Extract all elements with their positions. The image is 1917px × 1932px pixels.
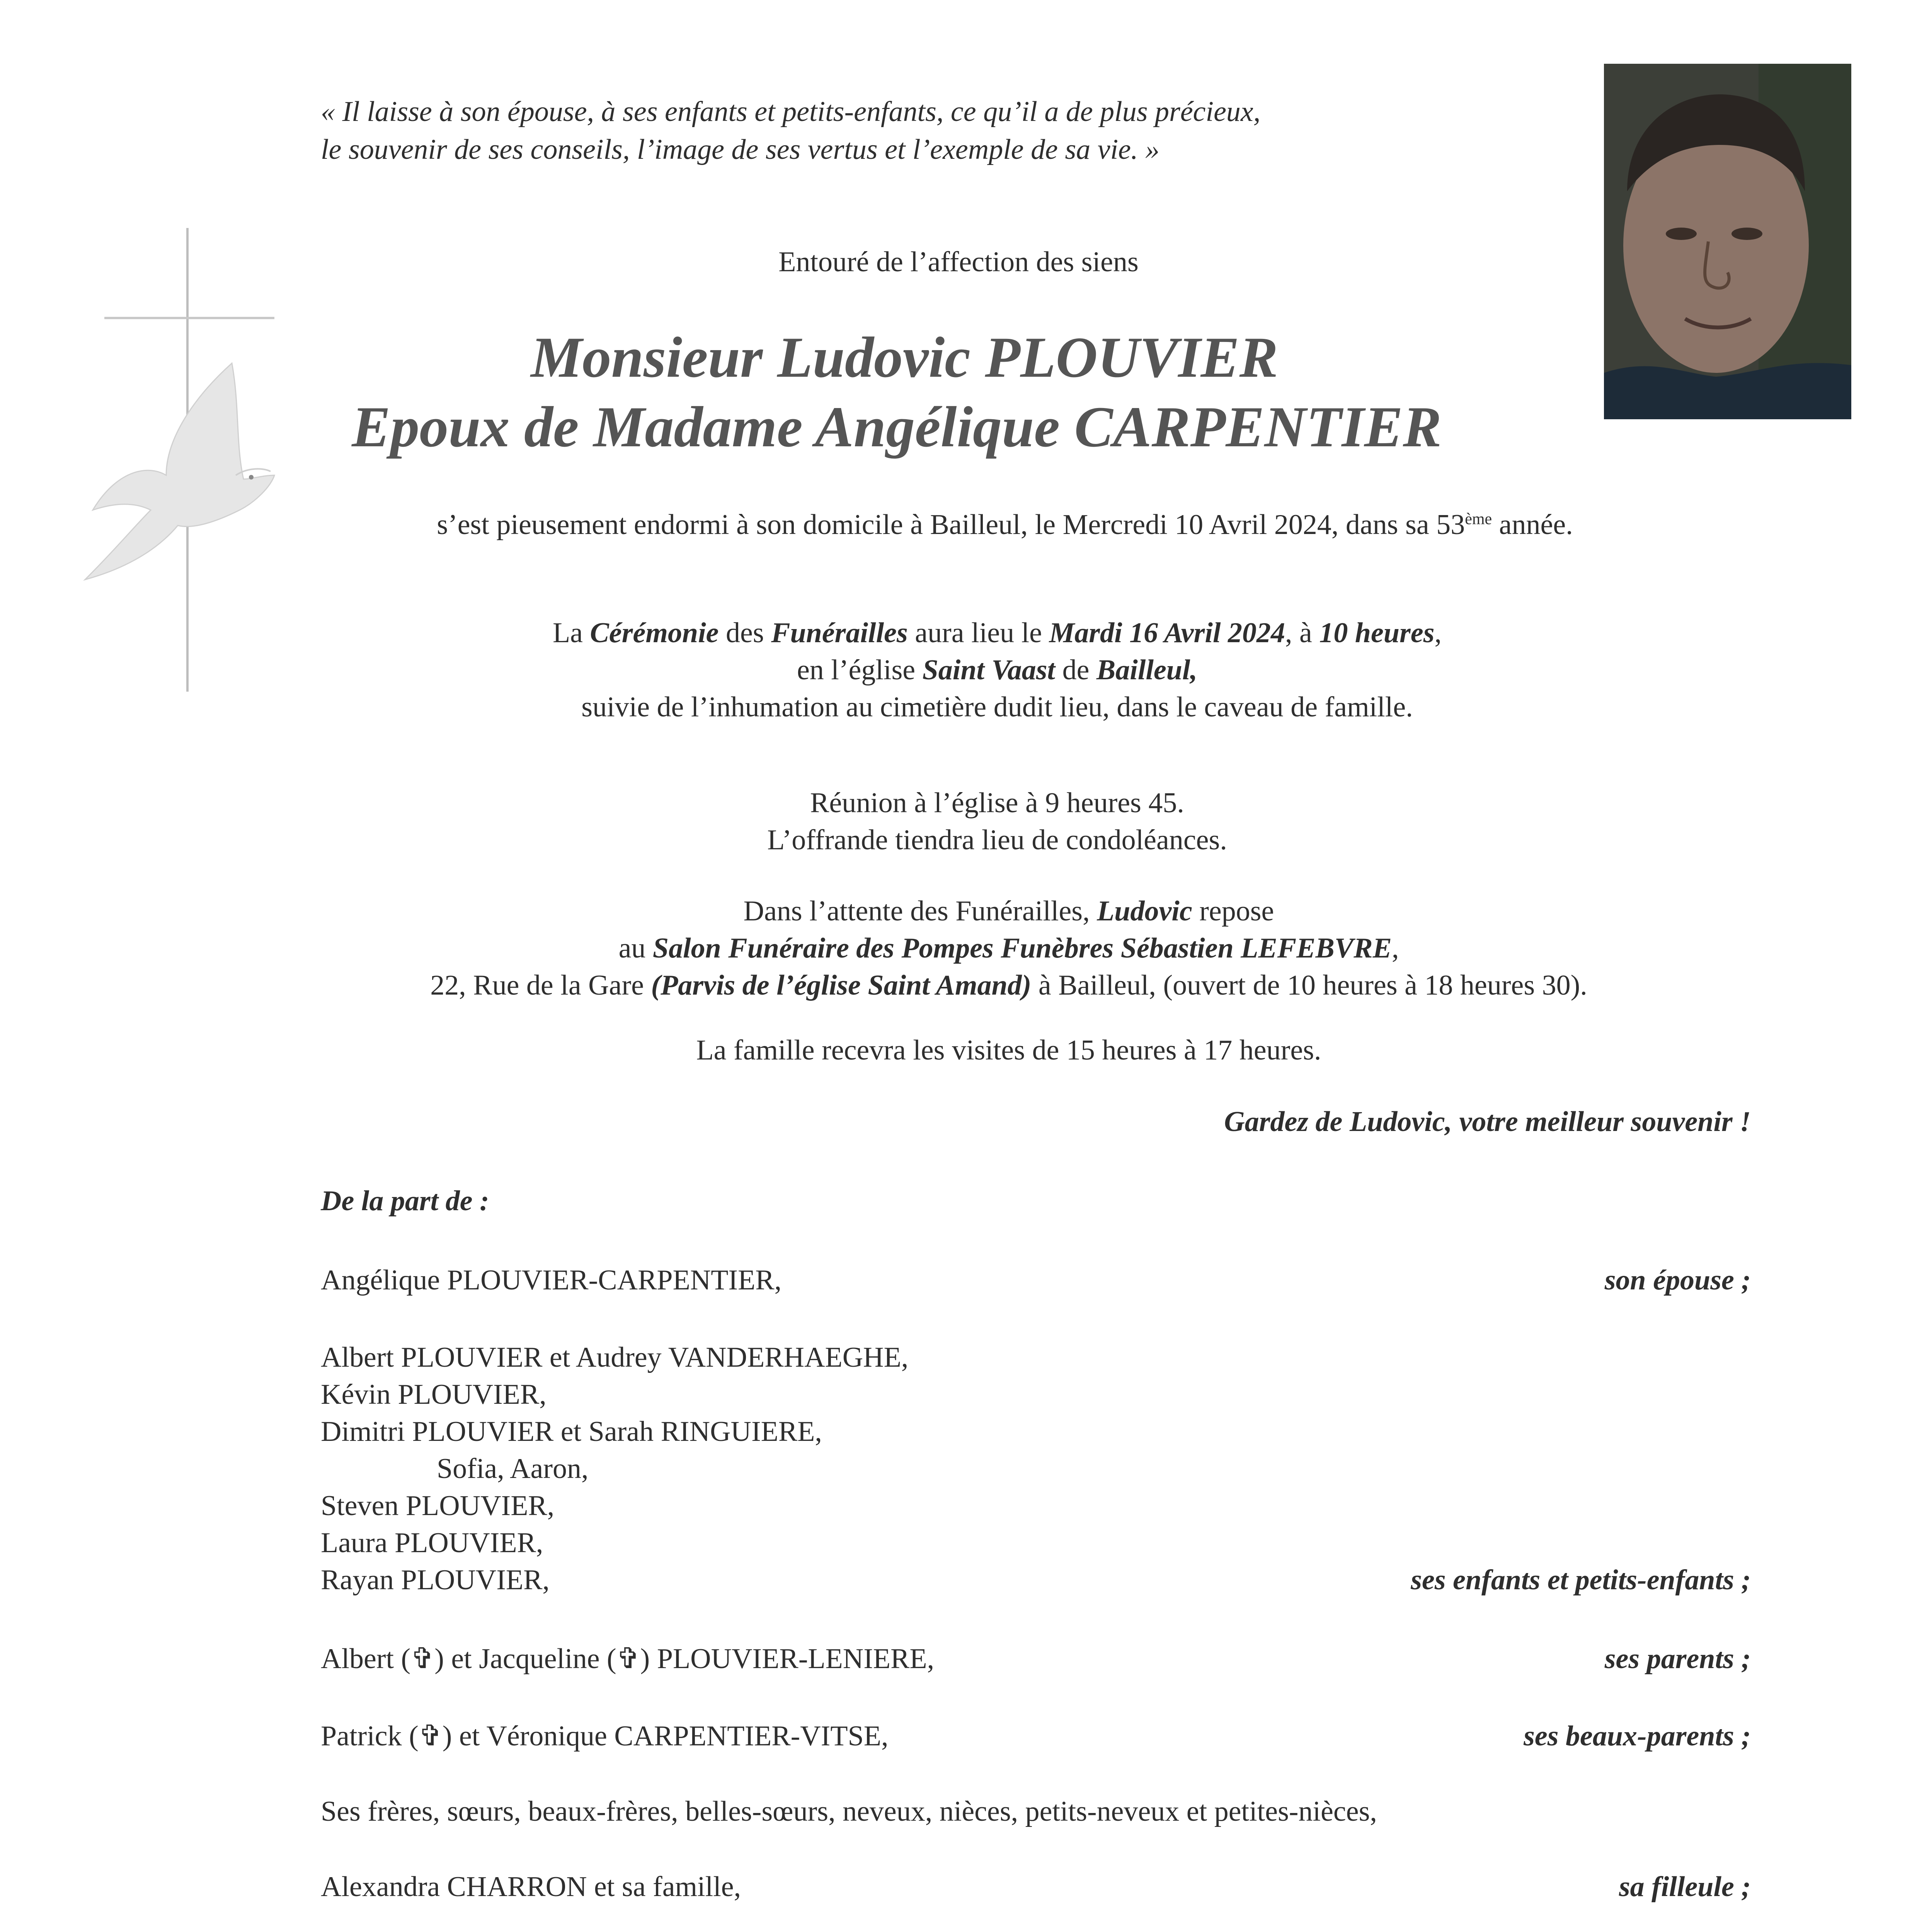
rest-line-2 [50, 930, 1917, 967]
meeting-line-1: Réunion à l’église à 9 heures 45. [810, 787, 1184, 819]
deceased-name: Monsieur Ludovic PLOUVIER [531, 325, 1278, 389]
meeting-block [39, 784, 1917, 859]
goddaughter-role: sa filleule ; [1619, 1871, 1751, 1903]
ceremony-text: La [552, 617, 590, 649]
rest-block [50, 893, 1917, 1004]
list-item: Dimitri PLOUVIER et Sarah RINGUIERE, [321, 1416, 822, 1447]
rest-text: repose [1192, 895, 1274, 927]
rest-text: , [1391, 932, 1399, 964]
from-label: De la part de : [321, 1185, 489, 1217]
rest-text: au [618, 932, 653, 964]
death-announcement [46, 506, 1917, 543]
rest-line-3 [50, 967, 1917, 1004]
in-laws-name: Patrick (✞) et Véronique CARPENTIER-VITSE, [321, 1720, 889, 1752]
parents-role: ses parents ; [1604, 1643, 1751, 1675]
opening-quote [321, 93, 1260, 168]
rest-text: Dans l’attente des Funérailles, [743, 895, 1097, 927]
ceremony-date: Mardi 16 Avril 2024 [1049, 617, 1285, 649]
ceremony-line-1 [39, 614, 1917, 651]
children-role: ses enfants et petits-enfants ; [1411, 1564, 1751, 1596]
list-item: Laura PLOUVIER, [321, 1527, 543, 1559]
ceremony-text: en l’église [797, 654, 923, 686]
in-laws-role: ses beaux-parents ; [1524, 1720, 1751, 1752]
rest-location-note: (Parvis de l’église Saint Amand) [651, 969, 1032, 1001]
ceremony-text: , [1434, 617, 1442, 649]
ceremony-line-2 [39, 651, 1917, 689]
quote-line-1: « Il laisse à son épouse, à ses enfants et petits-enfants, ce qu’il a de plus précieux, [321, 96, 1261, 128]
spouse-line: Epoux de Madame Angélique CARPENTIER [352, 395, 1442, 459]
ceremony-text: , à [1285, 617, 1319, 649]
death-end: année. [1492, 509, 1573, 541]
souvenir-line: Gardez de Ludovic, votre meilleur souvenir ! [1224, 1106, 1751, 1138]
ceremony-text: aura lieu le [907, 617, 1049, 649]
cross-horizontal-bar [104, 317, 274, 319]
rest-text: 22, Rue de la Gare [430, 969, 651, 1001]
intro-line: Entouré de l’affection des siens [778, 246, 1139, 278]
rest-first-name: Ludovic [1097, 895, 1192, 927]
death-text: s’est pieusement endormi à son domicile à Bailleul, le Mercredi 10 Avril 2024, dans sa 53 [437, 509, 1465, 541]
list-item: Steven PLOUVIER, [321, 1490, 555, 1522]
ceremony-emphasis: Cérémonie [590, 617, 719, 649]
ceremony-line-3: suivie de l’inhumation au cimetière dudit lieu, dans le caveau de famille. [581, 691, 1413, 723]
church-name: Saint Vaast [922, 654, 1056, 686]
list-item: Albert PLOUVIER et Audrey VANDERHAEGHE, [321, 1342, 909, 1373]
visits-line: La famille recevra les visites de 15 heures à 17 heures. [696, 1034, 1321, 1066]
goddaughter-name: Alexandra CHARRON et sa famille, [321, 1871, 741, 1903]
ceremony-text: de [1055, 654, 1096, 686]
ceremony-time: 10 heures [1319, 617, 1435, 649]
list-item: Rayan PLOUVIER, [321, 1564, 550, 1596]
list-item: Sofia, Aaron, [437, 1453, 589, 1485]
children-list [321, 1339, 908, 1599]
quote-line-2: le souvenir de ses conseils, l’image de ses vertus et l’exemple de sa vie. » [321, 134, 1159, 165]
spouse-role: son épouse ; [1604, 1264, 1751, 1296]
ceremony-emphasis: Funérailles [771, 617, 908, 649]
ceremony-town: Bailleul, [1096, 654, 1198, 686]
spouse-name: Angélique PLOUVIER-CARPENTIER, [321, 1264, 782, 1296]
siblings-line: Ses frères, sœurs, beaux-frères, belles-sœurs, neveux, nièces, petits-neveux et petites-nièces, [321, 1796, 1377, 1827]
rest-text: à Bailleul, (ouvert de 10 heures à 18 heures 30). [1031, 969, 1587, 1001]
death-superscript: ème [1465, 510, 1492, 528]
ceremony-text: des [718, 617, 771, 649]
parents-name: Albert (✞) et Jacqueline (✞) PLOUVIER-LENIERE, [321, 1643, 935, 1675]
funeral-salon-name: Salon Funéraire des Pompes Funèbres Sébastien LEFEBVRE [652, 932, 1392, 964]
ceremony-block [39, 614, 1917, 726]
meeting-line-2: L’offrande tiendra lieu de condoléances. [767, 824, 1227, 856]
list-item: Kévin PLOUVIER, [321, 1379, 546, 1410]
rest-line-1 [50, 893, 1917, 930]
